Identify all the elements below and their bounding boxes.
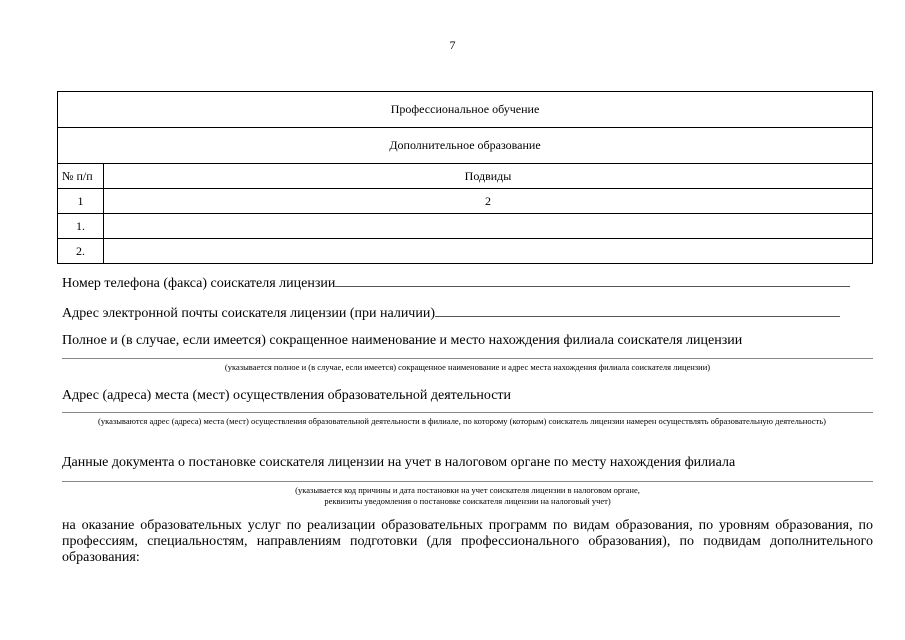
branch-label: Полное и (в случае, если имеется) сокращенное наименование и место нахождения филиала соискателя лицензии <box>62 333 743 348</box>
education-table <box>57 91 873 264</box>
tax-input-line[interactable] <box>62 481 873 482</box>
address-hint: (указываются адрес (адреса) места (мест) осуществления образовательной деятельности в филиале, по которому (которым) соискатель лицензии намерен осуществлять образовательную деятельность) <box>98 416 826 426</box>
phone-label: Номер телефона (факса) соискателя лицензии <box>62 276 336 291</box>
phone-field <box>62 276 873 292</box>
page-number: 7 <box>449 38 456 52</box>
email-input-line[interactable] <box>435 315 840 317</box>
col-index-2: 2 <box>104 189 873 214</box>
col-index-1: 1 <box>58 189 104 214</box>
row-value[interactable] <box>104 239 873 264</box>
address-input-line[interactable] <box>62 412 873 413</box>
table-row <box>58 239 873 264</box>
row-num: 1. <box>58 214 104 239</box>
address-field <box>62 388 873 404</box>
phone-input-line[interactable] <box>335 285 850 287</box>
branch-input-line[interactable] <box>62 358 873 359</box>
tax-label: Данные документа о постановке соискателя лицензии на учет в налоговом органе по месту нахождения филиала <box>62 455 736 470</box>
tax-field <box>62 455 873 471</box>
header-num: № п/п <box>58 164 104 189</box>
table-row <box>58 214 873 239</box>
branch-hint: (указывается полное и (в случае, если имеется) сокращенное наименование и адрес места нахождения филиала соискателя лицензии) <box>224 362 711 372</box>
body-text: на оказание образовательных услуг по реализации образовательных программ по видам образования, по уровням образования, по профессиям, специальностям, направлениям подготовки (для профессионального образования), по подвидам дополнительного образования: <box>62 518 873 565</box>
email-field <box>62 306 873 322</box>
branch-field <box>62 333 873 349</box>
row-num: 2. <box>58 239 104 264</box>
table-title-professional: Профессиональное обучение <box>58 92 873 128</box>
address-label: Адрес (адреса) места (мест) осуществления образовательной деятельности <box>62 388 512 403</box>
tax-hint-line1: (указывается код причины и дата постановки на учет соискателя лицензии в налоговом органе, <box>295 485 640 495</box>
table-title-additional: Дополнительное образование <box>58 128 873 164</box>
header-subtypes: Подвиды <box>104 164 873 189</box>
row-value[interactable] <box>104 214 873 239</box>
email-label: Адрес электронной почты соискателя лицензии (при наличии) <box>62 306 435 321</box>
tax-hint-line2: реквизиты уведомления о постановке соискателя лицензии на налоговый учет) <box>324 496 611 506</box>
